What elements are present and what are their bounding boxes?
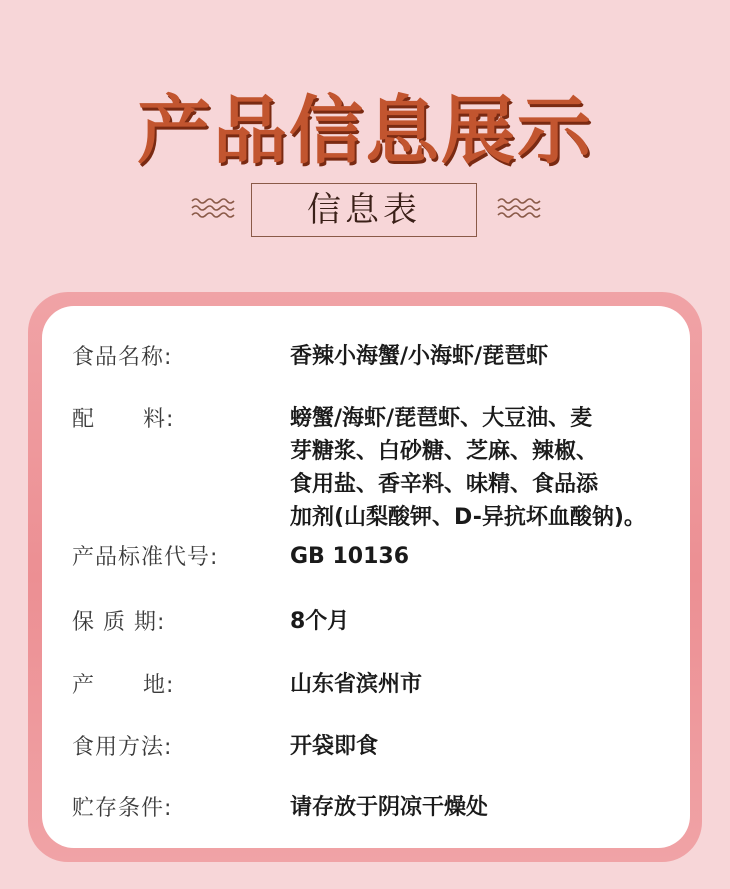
info-card bbox=[42, 306, 690, 848]
info-row-value bbox=[290, 605, 700, 638]
info-row-value bbox=[290, 791, 700, 824]
subtitle-section bbox=[0, 183, 730, 241]
info-row-value bbox=[290, 668, 700, 701]
info-row-value bbox=[290, 340, 700, 373]
value-line: 螃蟹/海虾/琵琶虾、大豆油、麦 bbox=[290, 406, 593, 431]
info-row-value bbox=[290, 540, 700, 573]
wave-decoration-icon bbox=[190, 195, 236, 225]
value-line: 请存放于阴凉干燥处 bbox=[290, 795, 489, 820]
subtitle-label: 信息表 bbox=[251, 183, 477, 237]
info-row-value bbox=[290, 402, 700, 534]
value-line: 香辣小海蟹/小海虾/琵琶虾 bbox=[290, 344, 549, 369]
info-row-label: 食用方法: bbox=[72, 735, 173, 760]
value-line: 8个月 bbox=[290, 609, 350, 634]
info-row-label: 配 料: bbox=[72, 407, 175, 432]
value-line: 食用盐、香辛料、味精、食品添 bbox=[290, 472, 599, 497]
page-title: 产品信息展示 bbox=[137, 88, 593, 174]
info-row-label: 贮存条件: bbox=[72, 796, 173, 821]
info-row-label: 产品标准代号: bbox=[72, 545, 219, 570]
info-row-label: 产 地: bbox=[72, 673, 175, 698]
value-line: GB 10136 bbox=[290, 544, 410, 569]
info-row-label: 保 质 期: bbox=[72, 610, 166, 635]
info-row-label: 食品名称: bbox=[72, 345, 173, 370]
value-line: 开袋即食 bbox=[290, 734, 379, 759]
value-line: 芽糖浆、白砂糖、芝麻、辣椒、 bbox=[290, 439, 599, 464]
info-row-value bbox=[290, 730, 700, 763]
value-line: 山东省滨州市 bbox=[290, 672, 423, 697]
wave-decoration-icon bbox=[496, 195, 542, 225]
value-line: 加剂(山梨酸钾、D-异抗坏血酸钠)。 bbox=[290, 505, 646, 530]
